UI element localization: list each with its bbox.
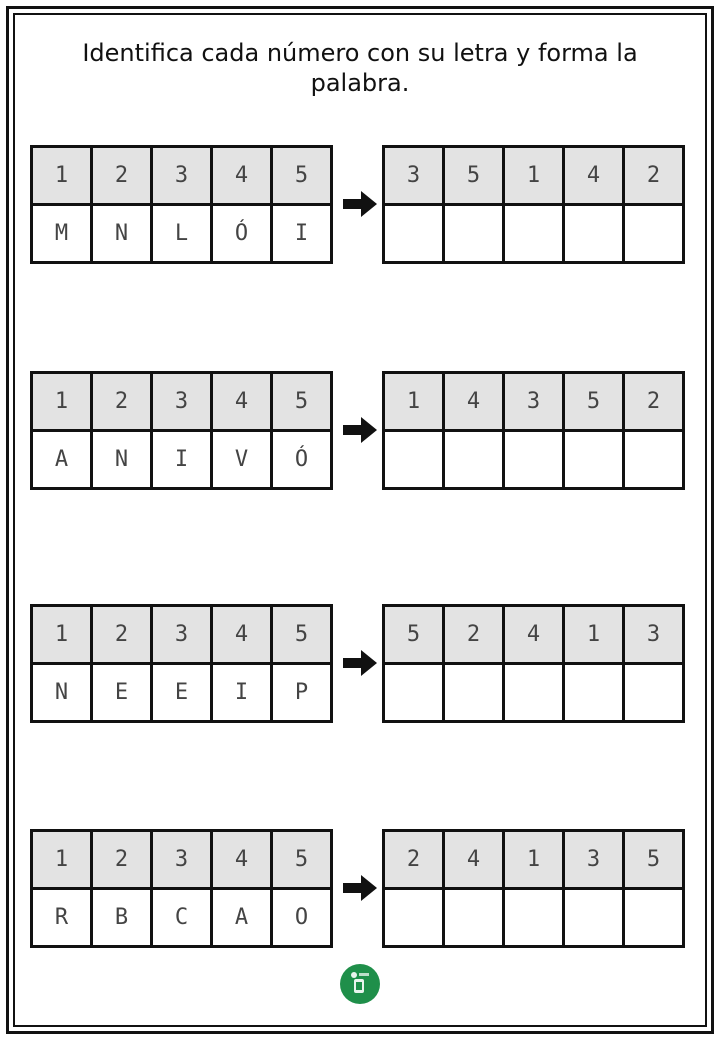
key-number-cell: 2 — [92, 373, 152, 431]
key-table — [30, 604, 333, 723]
key-number-cell: 4 — [212, 831, 272, 889]
answer-blank-cell[interactable] — [564, 431, 624, 489]
key-number-cell: 2 — [92, 831, 152, 889]
answer-blank-cell[interactable] — [444, 889, 504, 947]
key-number-cell: 5 — [272, 373, 332, 431]
key-letter-cell: O — [272, 889, 332, 947]
key-letter-cell: M — [32, 205, 92, 263]
answer-blank-cell[interactable] — [624, 889, 684, 947]
order-number-cell: 4 — [444, 831, 504, 889]
key-letter-cell: A — [212, 889, 272, 947]
order-number-cell: 5 — [564, 373, 624, 431]
order-number-cell: 3 — [384, 147, 444, 205]
answer-blank-cell[interactable] — [444, 664, 504, 722]
right-arrow-icon — [343, 191, 377, 217]
key-number-cell: 3 — [152, 831, 212, 889]
answer-blank-cell[interactable] — [444, 431, 504, 489]
order-number-cell: 5 — [384, 606, 444, 664]
answer-blank-cell[interactable] — [564, 889, 624, 947]
key-letter-cell: A — [32, 431, 92, 489]
answer-blank-cell[interactable] — [444, 205, 504, 263]
right-arrow-icon — [343, 417, 377, 443]
order-number-cell: 3 — [504, 373, 564, 431]
answer-blank-cell[interactable] — [624, 205, 684, 263]
key-number-cell: 5 — [272, 606, 332, 664]
answer-blank-cell[interactable] — [384, 664, 444, 722]
order-number-cell: 3 — [564, 831, 624, 889]
key-letter-cell: Ó — [272, 431, 332, 489]
key-letter-cell: N — [32, 664, 92, 722]
logo-icon — [340, 964, 380, 1004]
answer-blank-cell[interactable] — [624, 664, 684, 722]
key-letter-cell: C — [152, 889, 212, 947]
answer-table — [382, 371, 685, 490]
answer-blank-cell[interactable] — [504, 889, 564, 947]
key-letter-cell: R — [32, 889, 92, 947]
order-number-cell: 1 — [504, 147, 564, 205]
answer-blank-cell[interactable] — [564, 205, 624, 263]
right-arrow-icon — [343, 875, 377, 901]
answer-blank-cell[interactable] — [624, 431, 684, 489]
key-letter-cell: N — [92, 205, 152, 263]
key-number-cell: 4 — [212, 373, 272, 431]
key-number-cell: 1 — [32, 373, 92, 431]
key-letter-cell: B — [92, 889, 152, 947]
order-number-cell: 2 — [624, 373, 684, 431]
order-number-cell: 2 — [384, 831, 444, 889]
answer-blank-cell[interactable] — [384, 889, 444, 947]
key-letter-cell: E — [152, 664, 212, 722]
right-arrow-icon — [343, 650, 377, 676]
order-number-cell: 1 — [504, 831, 564, 889]
puzzle-2 — [0, 371, 720, 489]
key-number-cell: 4 — [212, 147, 272, 205]
key-number-cell: 3 — [152, 606, 212, 664]
answer-table — [382, 145, 685, 264]
key-number-cell: 4 — [212, 606, 272, 664]
key-number-cell: 1 — [32, 831, 92, 889]
answer-table — [382, 604, 685, 723]
puzzle-4 — [0, 829, 720, 947]
order-number-cell: 4 — [504, 606, 564, 664]
answer-blank-cell[interactable] — [504, 205, 564, 263]
answer-table — [382, 829, 685, 948]
key-letter-cell: P — [272, 664, 332, 722]
answer-blank-cell[interactable] — [384, 205, 444, 263]
answer-blank-cell[interactable] — [504, 431, 564, 489]
key-number-cell: 5 — [272, 147, 332, 205]
instruction-text: Identifica cada número con su letra y forma la palabra. — [82, 39, 638, 97]
key-number-cell: 1 — [32, 606, 92, 664]
key-number-cell: 2 — [92, 147, 152, 205]
key-number-cell: 3 — [152, 373, 212, 431]
key-letter-cell: I — [272, 205, 332, 263]
order-number-cell: 1 — [384, 373, 444, 431]
key-table — [30, 371, 333, 490]
puzzle-3 — [0, 604, 720, 722]
key-letter-cell: I — [152, 431, 212, 489]
key-number-cell: 1 — [32, 147, 92, 205]
key-letter-cell: N — [92, 431, 152, 489]
order-number-cell: 4 — [444, 373, 504, 431]
key-number-cell: 5 — [272, 831, 332, 889]
key-letter-cell: E — [92, 664, 152, 722]
order-number-cell: 4 — [564, 147, 624, 205]
key-letter-cell: Ó — [212, 205, 272, 263]
key-table — [30, 145, 333, 264]
key-letter-cell: I — [212, 664, 272, 722]
publisher-logo — [340, 964, 380, 1004]
order-number-cell: 5 — [624, 831, 684, 889]
order-number-cell: 5 — [444, 147, 504, 205]
key-number-cell: 3 — [152, 147, 212, 205]
order-number-cell: 2 — [624, 147, 684, 205]
key-table — [30, 829, 333, 948]
key-number-cell: 2 — [92, 606, 152, 664]
order-number-cell: 3 — [624, 606, 684, 664]
answer-blank-cell[interactable] — [504, 664, 564, 722]
key-letter-cell: L — [152, 205, 212, 263]
answer-blank-cell[interactable] — [384, 431, 444, 489]
answer-blank-cell[interactable] — [564, 664, 624, 722]
order-number-cell: 2 — [444, 606, 504, 664]
order-number-cell: 1 — [564, 606, 624, 664]
puzzle-1 — [0, 145, 720, 263]
key-letter-cell: V — [212, 431, 272, 489]
